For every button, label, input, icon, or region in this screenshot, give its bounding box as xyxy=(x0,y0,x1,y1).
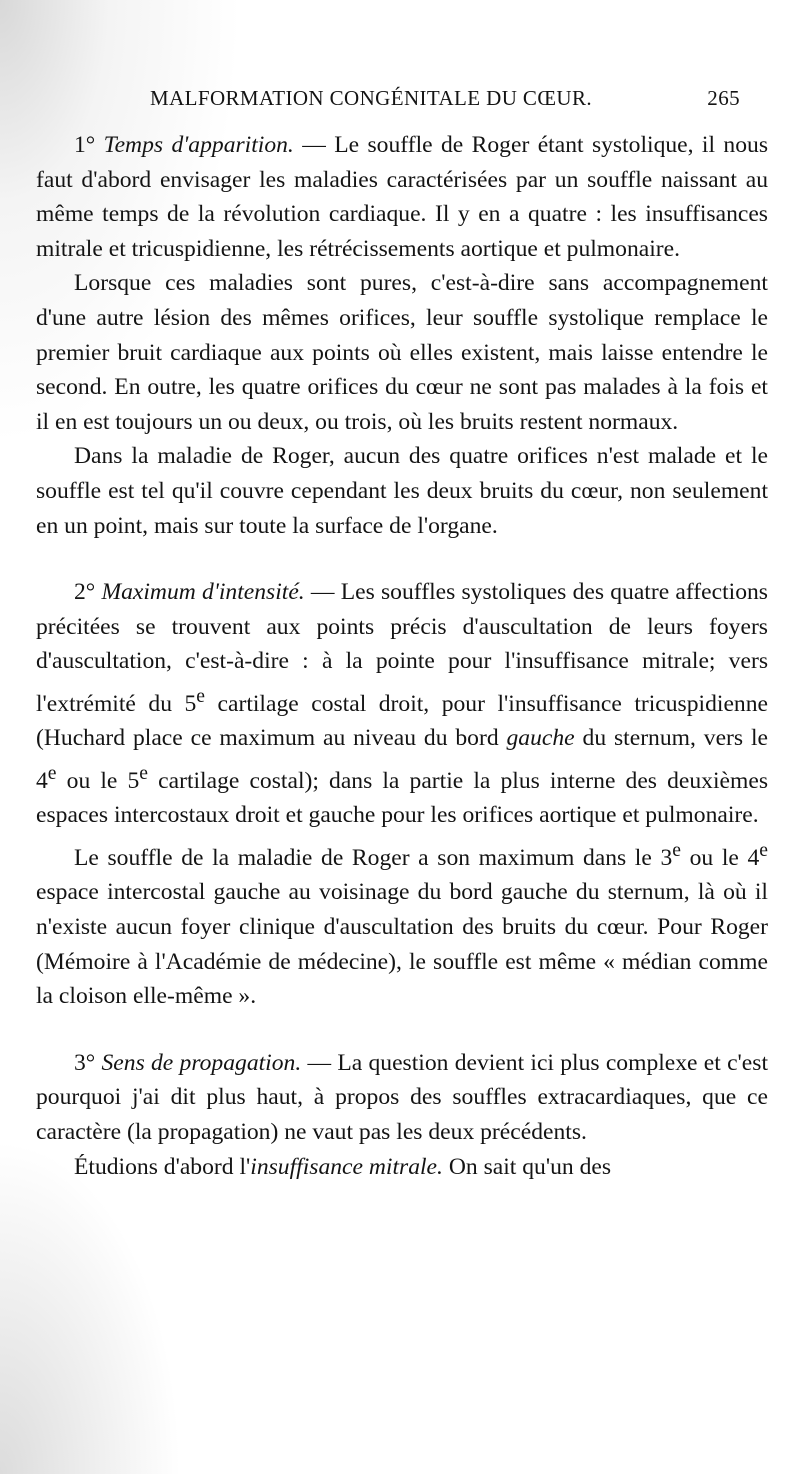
paragraph: Lorsque ces maladies sont pures, c'est-à-dire sans accompagnement d'une autre lésion des mêmes orifices, leur souffle systolique remplace le premier bruit cardiaque aux points où elles existent, mais laisse entendre le second. En outre, les quatre orifices du cœur ne sont pas malades à la fois et il en est toujours un ou deux, ou trois, où les bruits restent normaux. xyxy=(36,270,768,435)
superscript: e xyxy=(196,684,206,707)
paragraph-text: espace intercostal gauche au voisinage du bord gauche du sternum, là où il n'existe aucun foyer clinique d'auscultation des bruits du cœur. Pour Roger (Mémoire à l'Académie de médecine), le souffle est même « médian comme la cloison elle-même ». xyxy=(36,879,768,1010)
emphasis: insuffisance mitrale. xyxy=(250,1153,443,1180)
paragraph: Dans la maladie de Roger, aucun des quatre orifices n'est malade et le souffle est tel qu'il couvre cependant les deux bruits du cœur, non seulement en un point, mais sur toute la surface de l'organe. xyxy=(36,443,768,539)
page-number: 265 xyxy=(707,86,740,110)
section-heading: Sens de propagation. xyxy=(101,1049,302,1076)
paragraph-text: ou le 4 xyxy=(681,844,760,871)
section-number: 2° xyxy=(74,579,102,606)
section-number: 1° xyxy=(74,132,104,158)
paragraph xyxy=(36,1046,768,1150)
superscript: e xyxy=(47,761,57,784)
section-heading: Maximum d'intensité. xyxy=(101,579,305,606)
paragraph-text: — Les souffles systoliques des quatre affections précitées se trouvent aux points précis d'auscultation de leurs foyers d'auscultation, c'est-à-dire : à la pointe pour l'insuffisance mitrale; vers l'extrémité du 5 xyxy=(36,579,768,717)
paragraph-text: Étudions d'abord l' xyxy=(74,1153,251,1180)
running-header xyxy=(150,86,740,118)
page-body xyxy=(36,128,768,1184)
paragraph xyxy=(36,128,768,266)
paragraph-text: — Le souffle de Roger étant systolique, il nous faut d'abord envisager les maladies caractérisées par un souffle naissant au même temps de la révolution cardiaque. Il y en a quatre : les insuffisances mitrale et tricuspidienne, les rétrécissements aortique et pulmonaire. xyxy=(36,132,768,262)
paragraph-text: cartilage costal droit, pour l'insuffisance tricuspidienne (Huchard place ce maximum au niveau du bord xyxy=(36,690,768,752)
paragraph-text: Le souffle de la maladie de Roger a son maximum dans le 3 xyxy=(74,844,673,871)
superscript: e xyxy=(672,839,681,861)
superscript: e xyxy=(139,761,149,784)
paragraph-text: On sait qu'un des xyxy=(442,1153,612,1180)
paragraph-text: du sternum, vers le 4 xyxy=(36,725,768,794)
paragraph xyxy=(36,833,768,1014)
paragraph xyxy=(36,1150,768,1185)
running-title: MALFORMATION CONGÉNITALE DU CŒUR. xyxy=(150,86,593,110)
paragraph xyxy=(36,575,768,833)
section-heading: Temps d'apparition. xyxy=(103,132,294,158)
paragraph-text: cartilage costal); dans la partie la plus interne des deuxièmes espaces intercostaux droit et gauche pour les orifices aortique et pulmonaire. xyxy=(36,767,768,829)
paragraph-text: — La question devient ici plus complexe et c'est pourquoi j'ai dit plus haut, à propos des souffles extracardiaques, que ce caractère (la propagation) ne vaut pas les deux précédents. xyxy=(36,1049,769,1146)
emphasis: gauche xyxy=(506,725,575,752)
section-number: 3° xyxy=(74,1049,102,1076)
superscript: e xyxy=(759,839,768,861)
paragraph-text: ou le 5 xyxy=(56,767,140,794)
